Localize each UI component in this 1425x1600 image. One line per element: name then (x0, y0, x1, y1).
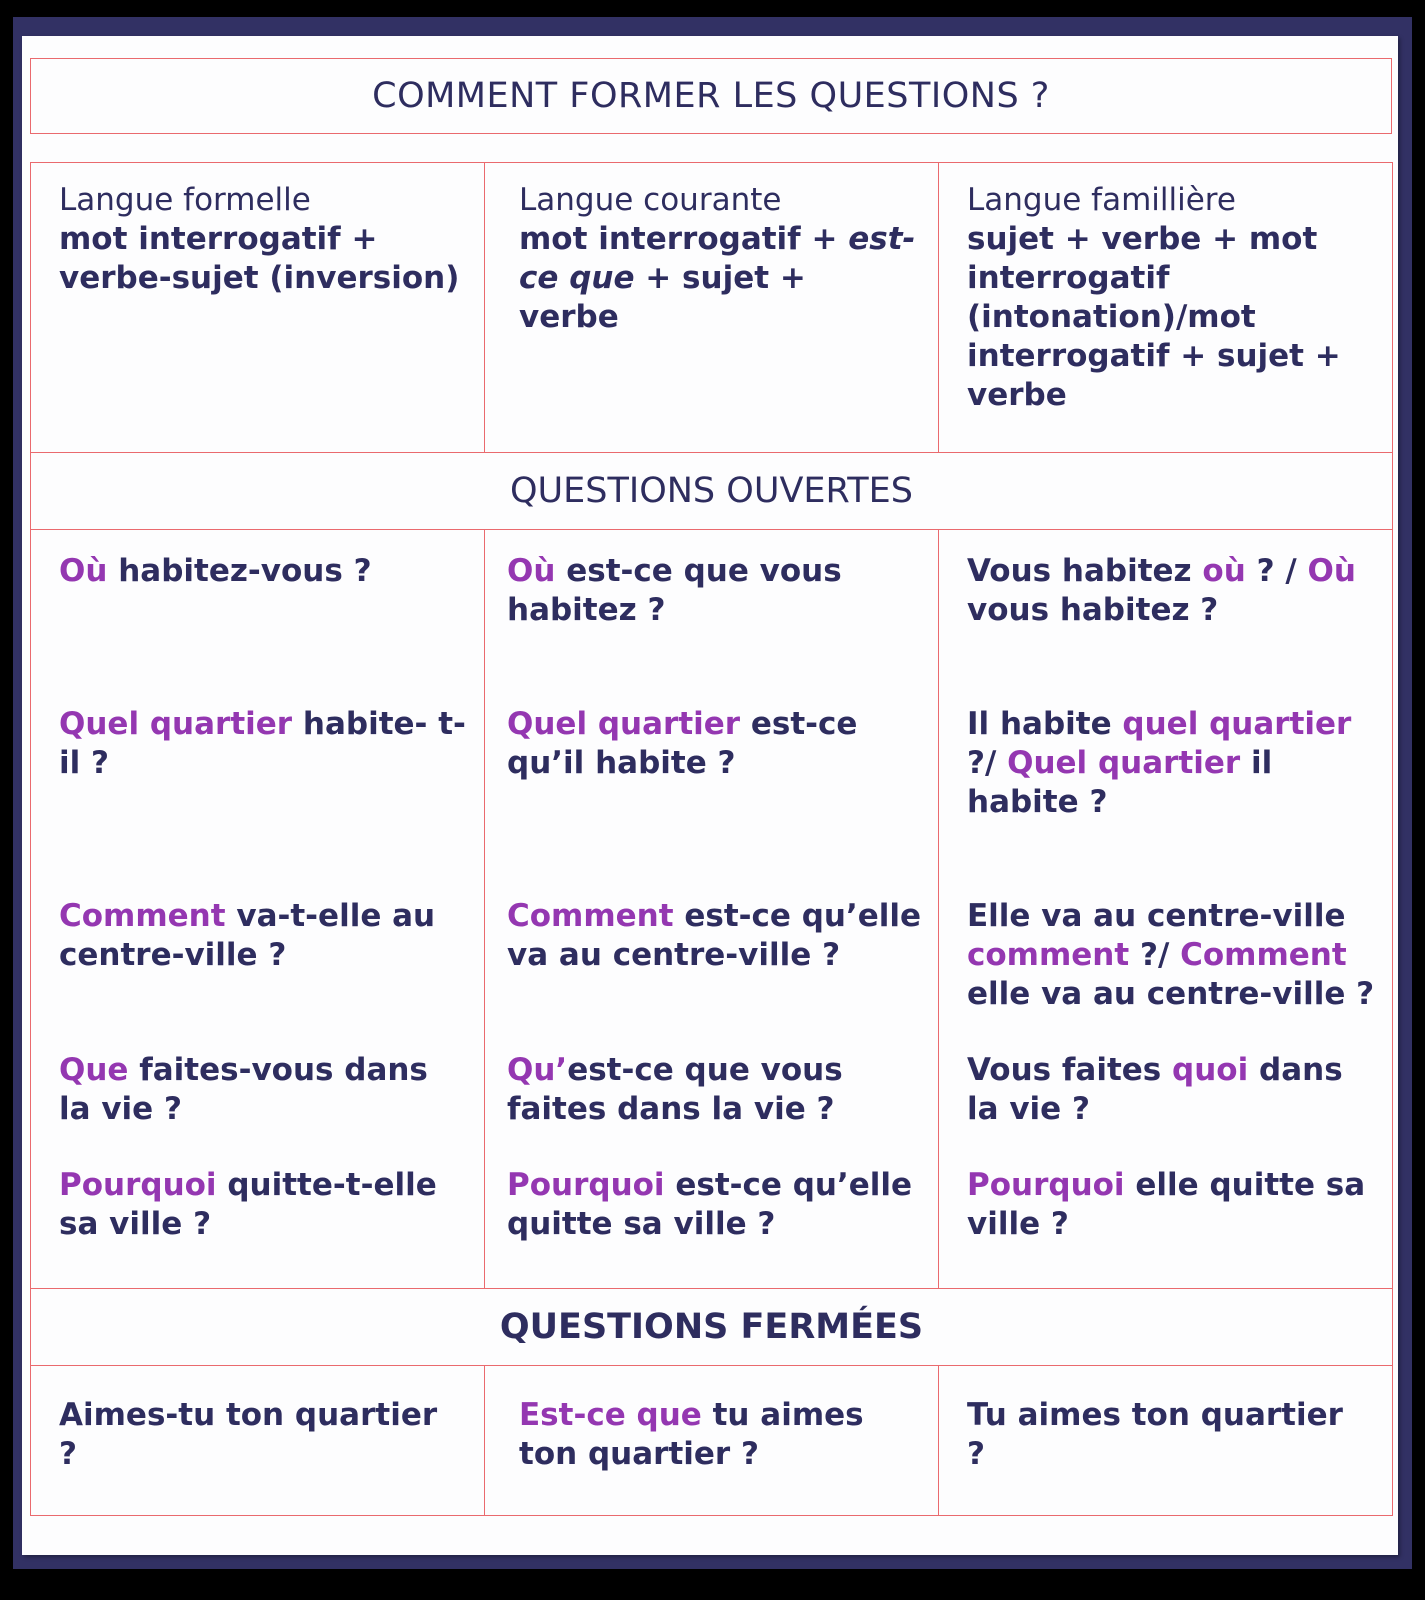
question-text: faites-vous dans la vie ? (59, 1052, 428, 1127)
question-item (59, 897, 470, 975)
question-item (967, 552, 1378, 630)
open-col-formal (31, 530, 485, 1289)
question-text: Aimes-tu ton quartier ? (59, 1397, 438, 1472)
registers-row (31, 163, 1393, 453)
open-questions-list (939, 530, 1392, 1288)
interrogative-word: Quel quartier (59, 706, 293, 742)
closed-col-current (485, 1366, 939, 1516)
question-item (507, 705, 924, 783)
question-text: Vous habitez (967, 553, 1203, 589)
interrogative-word: Où (507, 553, 556, 589)
question-item (59, 705, 470, 783)
interrogative-word: Pourquoi (967, 1167, 1125, 1203)
closed-col-familiar (939, 1366, 1393, 1516)
interrogative-word: Que (59, 1052, 129, 1088)
question-item (59, 552, 470, 591)
register-name: Langue courante (519, 182, 782, 218)
question-item (59, 1051, 470, 1129)
question-item (967, 1051, 1378, 1129)
interrogative-word: quel quartier (1122, 706, 1352, 742)
interrogative-word: Où (1307, 553, 1356, 589)
interrogative-word: où (1202, 553, 1246, 589)
question-text: habite- t-il ? (59, 706, 466, 781)
question-text: est-ce qu’elle quitte sa ville ? (507, 1167, 913, 1242)
question-item (967, 705, 1378, 822)
open-col-current (485, 530, 939, 1289)
interrogative-word: Pourquoi (59, 1167, 217, 1203)
interrogative-word: comment (967, 937, 1130, 973)
interrogative-word: Comment (59, 898, 226, 934)
interrogative-word: Est-ce que (519, 1397, 702, 1433)
grammar-card (22, 36, 1398, 1555)
interrogative-word: Comment (1180, 937, 1347, 973)
closed-question (31, 1366, 484, 1474)
interrogative-word: Quel quartier (1007, 745, 1241, 781)
question-item (507, 897, 924, 975)
question-text: est-ce que vous faites dans la vie ? (507, 1052, 843, 1127)
question-text: vous habitez ? (967, 592, 1219, 628)
interrogative-word: Où (59, 553, 108, 589)
question-text: va-t-elle au centre-ville ? (59, 898, 436, 973)
register-name: Langue famillière (967, 182, 1236, 218)
page-title: COMMENT FORMER LES QUESTIONS ? (30, 58, 1392, 134)
question-text: Elle va au centre-ville (967, 898, 1346, 934)
question-item (507, 552, 924, 630)
question-text: elle va au centre-ville ? (967, 976, 1375, 1012)
question-text: est-ce qu’elle va au centre-ville ? (507, 898, 922, 973)
register-familiar (939, 163, 1393, 453)
section-title-open: QUESTIONS OUVERTES (31, 453, 1393, 530)
closed-question (485, 1366, 938, 1474)
closed-questions-row (31, 1366, 1393, 1516)
question-item (59, 1166, 470, 1244)
question-text: Tu aimes ton quartier ? (967, 1397, 1343, 1472)
register-current (485, 163, 939, 453)
interrogative-word: Pourquoi (507, 1167, 665, 1203)
question-text: est-ce qu’il habite ? (507, 706, 858, 781)
question-item (967, 897, 1378, 1014)
section-closed-header (31, 1289, 1393, 1366)
section-open-header (31, 453, 1393, 530)
interrogative-word: quoi (1172, 1052, 1249, 1088)
interrogative-word: Comment (507, 898, 674, 934)
question-text: ? / (1245, 553, 1308, 589)
question-text: Il habite (967, 706, 1123, 742)
question-text: il habite ? (967, 745, 1273, 820)
interrogative-word: Quel quartier (507, 706, 741, 742)
register-formal (31, 163, 485, 453)
question-text: est-ce que vous habitez ? (507, 553, 842, 628)
register-rule: mot interrogatif + verbe-sujet (inversion) (59, 221, 460, 296)
register-name: Langue formelle (59, 182, 311, 218)
closed-col-formal (31, 1366, 485, 1516)
open-questions-row (31, 530, 1393, 1289)
interrogative-word: Qu’ (507, 1052, 568, 1088)
question-text: ?/ (967, 745, 1008, 781)
question-text: elle quitte sa ville ? (967, 1167, 1366, 1242)
closed-question (939, 1366, 1392, 1474)
question-text: ?/ (1129, 937, 1181, 973)
question-text: habitez-vous ? (107, 553, 372, 589)
question-forms-table (30, 162, 1393, 1516)
question-item (507, 1051, 924, 1129)
register-rule: mot interrogatif + est-ce que + sujet + verbe (519, 221, 916, 335)
open-questions-list (31, 530, 484, 1288)
open-questions-list (485, 530, 938, 1288)
question-text: tu aimes ton quartier ? (519, 1397, 864, 1472)
question-text: Vous faites (967, 1052, 1173, 1088)
register-rule: sujet + verbe + mot interrogatif (intonation)/mot interrogatif + sujet + verbe (967, 221, 1341, 413)
section-title-closed: QUESTIONS FERMÉES (31, 1289, 1393, 1366)
question-item (967, 1166, 1378, 1244)
question-text: dans la vie ? (967, 1052, 1343, 1127)
open-col-familiar (939, 530, 1393, 1289)
question-text: quitte-t-elle sa ville ? (59, 1167, 437, 1242)
question-item (507, 1166, 924, 1244)
